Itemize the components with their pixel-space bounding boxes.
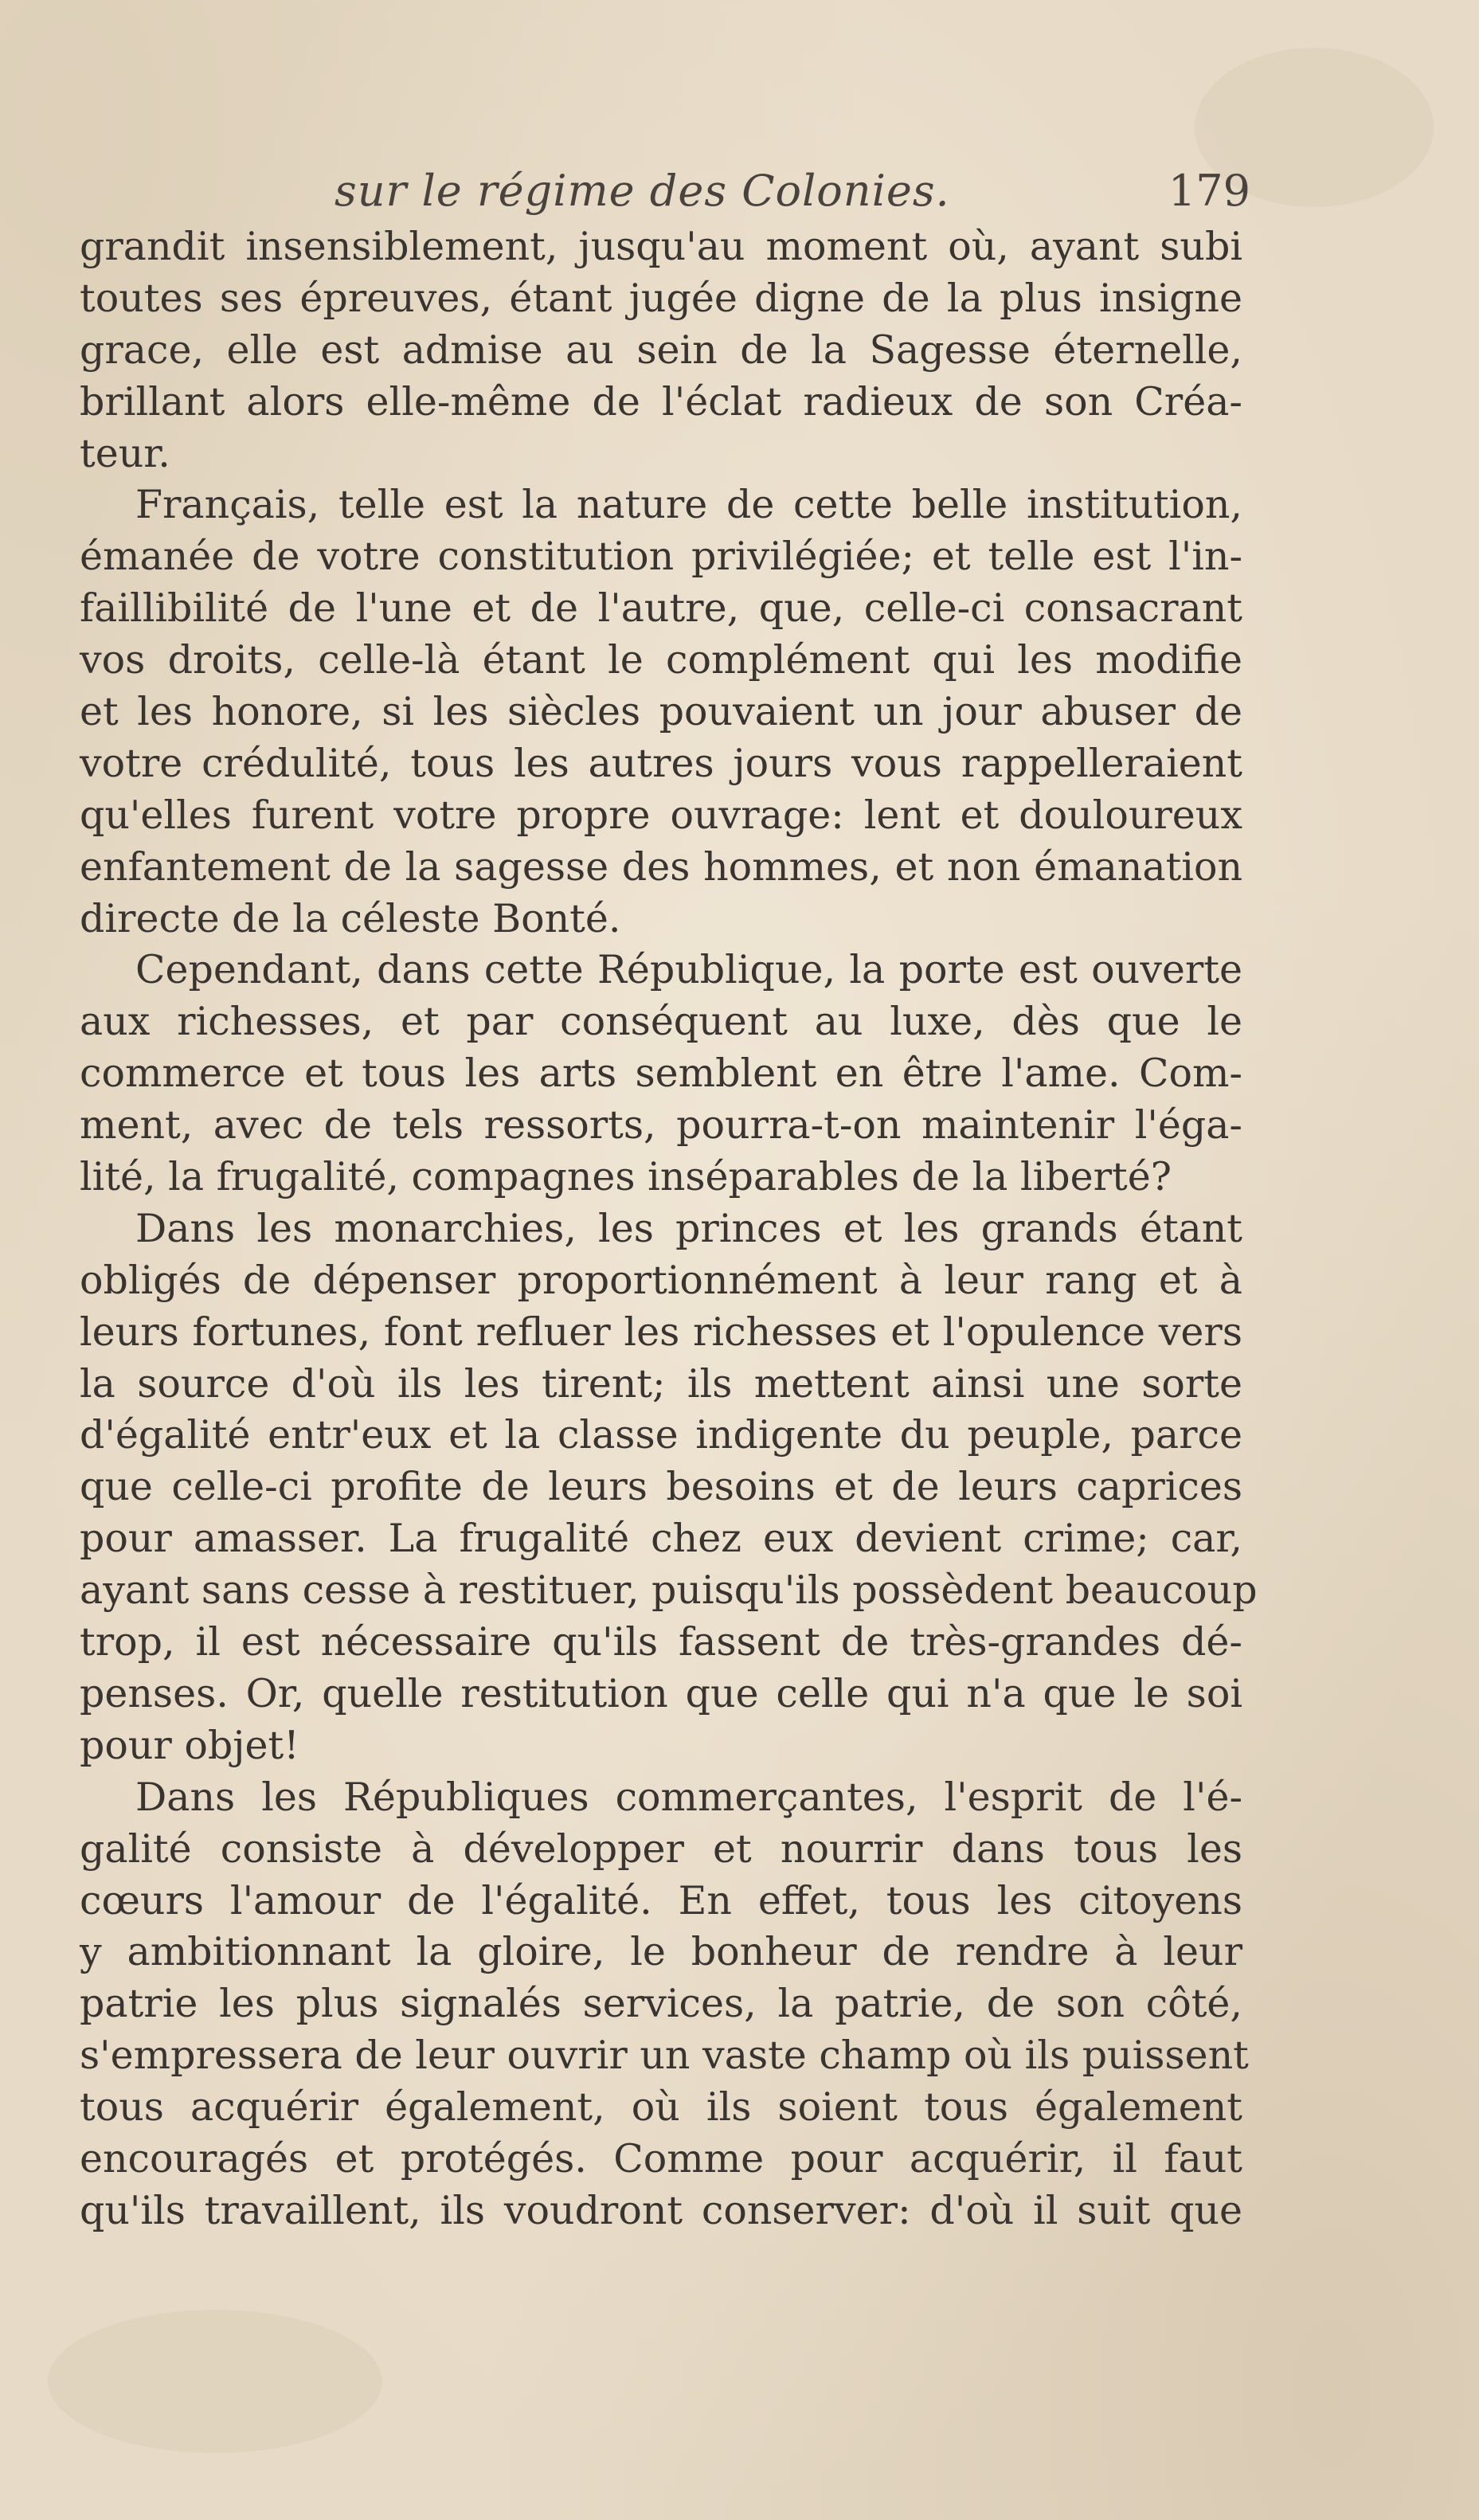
text-line: lité, la frugalité, compagnes inséparables de la liberté?	[80, 1154, 1172, 1200]
text-line: qu'elles furent votre propre ouvrage: lent et douloureux	[80, 792, 1242, 838]
text-line: pour objet!	[80, 1722, 299, 1768]
paper-stain	[48, 2310, 382, 2453]
text-line: vos droits, celle-là étant le complément qui les modifie	[80, 637, 1242, 683]
running-title: sur le régime des Colonies.	[335, 166, 950, 216]
page-header	[80, 159, 1250, 223]
text-line: ment, avec de tels ressorts, pourra-t-on maintenir l'éga-	[80, 1102, 1242, 1148]
text-line: faillibilité de l'une et de l'autre, que, celle-ci consacrant	[80, 585, 1242, 632]
text-line: que celle-ci profite de leurs besoins et de leurs caprices	[80, 1464, 1242, 1510]
text-line: ayant sans cesse à restituer, puisqu'ils possèdent beaucoup	[80, 1567, 1258, 1614]
text-line: penses. Or, quelle restitution que celle qui n'a que le soi	[80, 1670, 1242, 1716]
text-line: pour amasser. La frugalité chez eux devient crime; car,	[80, 1516, 1242, 1562]
text-line: encouragés et protégés. Comme pour acquérir, il faut	[80, 2135, 1242, 2182]
text-line: leurs fortunes, font refluer les richesses et l'opulence vers	[80, 1309, 1242, 1355]
text-line: émanée de votre constitution privilégiée; et telle est l'in-	[80, 534, 1242, 580]
text-line: enfantement de la sagesse des hommes, et non émanation	[80, 843, 1242, 890]
text-line: toutes ses épreuves, étant jugée digne de la plus insigne	[80, 275, 1242, 321]
text-line: grace, elle est admise au sein de la Sagesse éternelle,	[80, 327, 1242, 373]
page-number: 179	[1168, 166, 1250, 216]
text-line: Français, telle est la nature de cette belle institution,	[135, 482, 1242, 528]
text-line: trop, il est nécessaire qu'ils fassent de très-grandes dé-	[80, 1619, 1242, 1665]
text-line: cœurs l'amour de l'égalité. En effet, tous les citoyens	[80, 1877, 1242, 1923]
text-line: teur.	[80, 430, 170, 476]
text-line: patrie les plus signalés services, la patrie, de son côté,	[80, 1981, 1242, 2027]
text-line: Dans les Républiques commerçantes, l'esprit de l'é-	[135, 1774, 1242, 1820]
text-line: Cependant, dans cette République, la porte est ouverte	[135, 947, 1242, 993]
text-line: directe de la céleste Bonté.	[80, 895, 621, 941]
text-line: d'égalité entr'eux et la classe indigente du peuple, parce	[80, 1412, 1242, 1458]
text-line: votre crédulité, tous les autres jours vous rappelleraient	[80, 740, 1242, 786]
text-line: Dans les monarchies, les princes et les grands étant	[135, 1205, 1242, 1251]
text-line: galité consiste à développer et nourrir dans tous les	[80, 1825, 1242, 1872]
text-line: tous acquérir également, où ils soient tous également	[80, 2084, 1242, 2131]
text-line: la source d'où ils les tirent; ils mettent ainsi une sorte	[80, 1360, 1242, 1407]
text-line: grandit insensiblement, jusqu'au moment où, ayant subi	[80, 224, 1242, 269]
text-line: et les honore, si les siècles pouvaient un jour abuser de	[80, 689, 1242, 735]
text-line: brillant alors elle-même de l'éclat radieux de son Créa-	[80, 378, 1242, 425]
text-line: qu'ils travaillent, ils voudront conserver: d'où il suit que	[80, 2187, 1242, 2233]
text-line: y ambitionnant la gloire, le bonheur de rendre à leur	[80, 1929, 1242, 1975]
text-line: s'empressera de leur ouvrir un vaste champ où ils puissent	[80, 2033, 1249, 2079]
body-text	[80, 221, 1258, 2237]
text-line: aux richesses, et par conséquent au luxe, dès que le	[80, 999, 1242, 1045]
text-line: commerce et tous les arts semblent en être l'ame. Com-	[80, 1051, 1242, 1097]
text-line: obligés de dépenser proportionnément à leur rang et à	[80, 1257, 1242, 1303]
